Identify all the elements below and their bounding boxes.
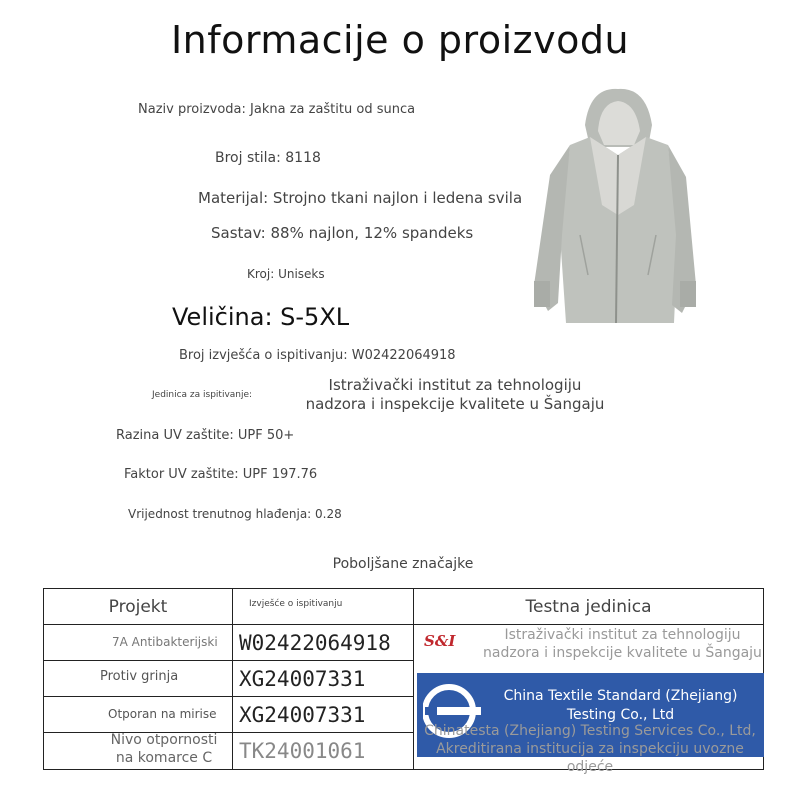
table-row-4-report xyxy=(232,732,414,770)
table-row-2-report xyxy=(232,660,414,697)
table-row-3-report xyxy=(232,696,414,733)
uv-protection-level: Razina UV zaštite: UPF 50+ xyxy=(116,428,295,443)
table-row-1-report xyxy=(232,624,414,661)
header-unit-cell xyxy=(413,588,764,625)
header-report: Izvješće o ispitivanju xyxy=(249,599,343,609)
china-textile-text: China Textile Standard (Zhejiang) Testing Co., Ltd xyxy=(503,688,738,723)
header-project-cell xyxy=(43,588,233,625)
table-row-3-project xyxy=(43,696,233,733)
row-1-report-text: W02422064918 xyxy=(239,631,391,655)
page-title: Informacije o proizvodu xyxy=(170,18,630,62)
header-unit: Testna jedinica xyxy=(525,597,652,617)
chinatesta-text: Chinatesta (Zhejiang) Testing Services Co., Ltd, Akreditirana institucija za inspekciju uvozne odjeće xyxy=(424,723,756,775)
section-title: Poboljšane značajke xyxy=(332,556,474,572)
row-4-report-text: TK24001061 xyxy=(239,739,366,763)
row-1-project-text: 7A Antibakterijski xyxy=(112,635,218,649)
testing-unit-line2: nadzora i inspekcije kvalitete u Šangaju xyxy=(305,395,605,413)
header-project: Projekt xyxy=(108,597,168,617)
row-4-project-text xyxy=(96,731,232,767)
composition: Sastav: 88% najlon, 12% spandeks xyxy=(211,224,474,242)
sai-institute-text: Istraživački institut za tehnologiju nadzora i inspekcije kvalitete u Šangaju xyxy=(483,627,762,661)
cut: Kroj: Uniseks xyxy=(247,267,325,281)
sai-logo: S&I xyxy=(424,632,456,650)
row-3-project-text: Otporan na mirise xyxy=(108,707,217,721)
row-4-project-line1: Nivo otpornosti xyxy=(110,732,218,748)
material: Materijal: Strojno tkani najlon i ledena svila xyxy=(198,189,523,207)
row-2-report-text: XG24007331 xyxy=(239,667,366,691)
header-report-cell xyxy=(232,588,414,625)
row-3-report-text: XG24007331 xyxy=(239,703,366,727)
uv-protection-factor: Faktor UV zaštite: UPF 197.76 xyxy=(124,467,318,482)
testing-unit-label: Jedinica za ispitivanje: xyxy=(152,390,253,400)
cooling-value: Vrijednost trenutnog hlađenja: 0.28 xyxy=(128,507,342,521)
size: Veličina: S-5XL xyxy=(172,303,350,331)
testing-unit-line1: Istraživački institut za tehnologiju xyxy=(328,376,582,394)
jacket-image xyxy=(530,85,700,330)
table-row-1-project xyxy=(43,624,233,661)
report-number: Broj izvješća o ispitivanju: W02422064918 xyxy=(179,348,456,363)
style-number: Broj stila: 8118 xyxy=(215,150,321,166)
row-4-project-line2: na komarce C xyxy=(115,750,213,766)
testing-unit-name xyxy=(290,376,620,414)
row-2-project-text: Protiv grinja xyxy=(100,669,179,684)
table-row-2-project xyxy=(43,660,233,697)
table-row-4-project xyxy=(43,732,233,770)
product-name: Naziv proizvoda: Jakna za zaštitu od sunca xyxy=(138,102,416,117)
